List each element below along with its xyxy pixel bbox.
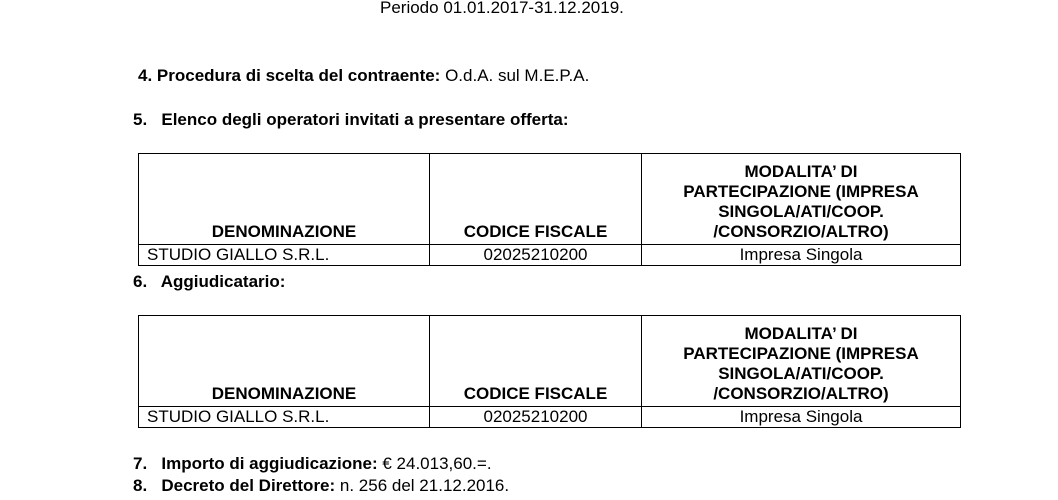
table-header-row [139, 316, 961, 407]
cell-codice-fiscale: 02025210200 [430, 245, 642, 266]
table-header-row [139, 154, 961, 245]
table-row [139, 245, 961, 266]
section-4-value: O.d.A. sul M.E.P.A. [440, 66, 590, 85]
invited-operators-table [138, 153, 961, 266]
section-5-label: Elenco degli operatori invitati a presentare offerta: [161, 110, 569, 129]
cell-codice-fiscale: 02025210200 [430, 407, 642, 428]
header-denominazione: DENOMINAZIONE [139, 154, 430, 245]
section-5 [133, 110, 569, 130]
section-7-value: € 24.013,60.=. [377, 454, 492, 473]
section-6-number: 6. [133, 272, 148, 291]
section-5-number: 5. [133, 110, 148, 129]
section-4-number: 4. [138, 66, 153, 85]
header-modalita-line: PARTECIPAZIONE (IMPRESA [683, 344, 919, 363]
header-modalita-line: /CONSORZIO/ALTRO) [713, 384, 889, 403]
header-modalita-line: MODALITA’ DI [744, 324, 858, 343]
section-8 [133, 476, 509, 496]
section-7-number: 7. [133, 454, 148, 473]
awardee-table [138, 315, 961, 428]
cell-denominazione: STUDIO GIALLO S.R.L. [139, 245, 430, 266]
section-4-label: Procedura di scelta del contraente: [156, 66, 441, 85]
header-denominazione: DENOMINAZIONE [139, 316, 430, 407]
header-modalita [642, 154, 961, 245]
header-modalita-line: MODALITA’ DI [744, 162, 858, 181]
header-modalita [642, 316, 961, 407]
section-7 [133, 454, 492, 474]
header-codice-fiscale: CODICE FISCALE [430, 154, 642, 245]
cell-denominazione: STUDIO GIALLO S.R.L. [139, 407, 430, 428]
header-modalita-line: /CONSORZIO/ALTRO) [713, 222, 889, 241]
section-6-label: Aggiudicatario: [160, 272, 286, 291]
header-codice-fiscale: CODICE FISCALE [430, 316, 642, 407]
header-modalita-line: SINGOLA/ATI/COOP. [718, 202, 884, 221]
table-row [139, 407, 961, 428]
period-text: Periodo 01.01.2017-31.12.2019. [380, 0, 624, 17]
header-modalita-line: SINGOLA/ATI/COOP. [718, 364, 884, 383]
section-6 [133, 272, 285, 292]
cell-modalita: Impresa Singola [642, 407, 961, 428]
section-8-label: Decreto del Direttore: [161, 476, 336, 495]
section-7-label: Importo di aggiudicazione: [161, 454, 378, 473]
header-modalita-line: PARTECIPAZIONE (IMPRESA [683, 182, 919, 201]
cell-modalita: Impresa Singola [642, 245, 961, 266]
section-4 [138, 66, 589, 86]
section-8-number: 8. [133, 476, 148, 495]
section-8-value: n. 256 del 21.12.2016. [335, 476, 510, 495]
